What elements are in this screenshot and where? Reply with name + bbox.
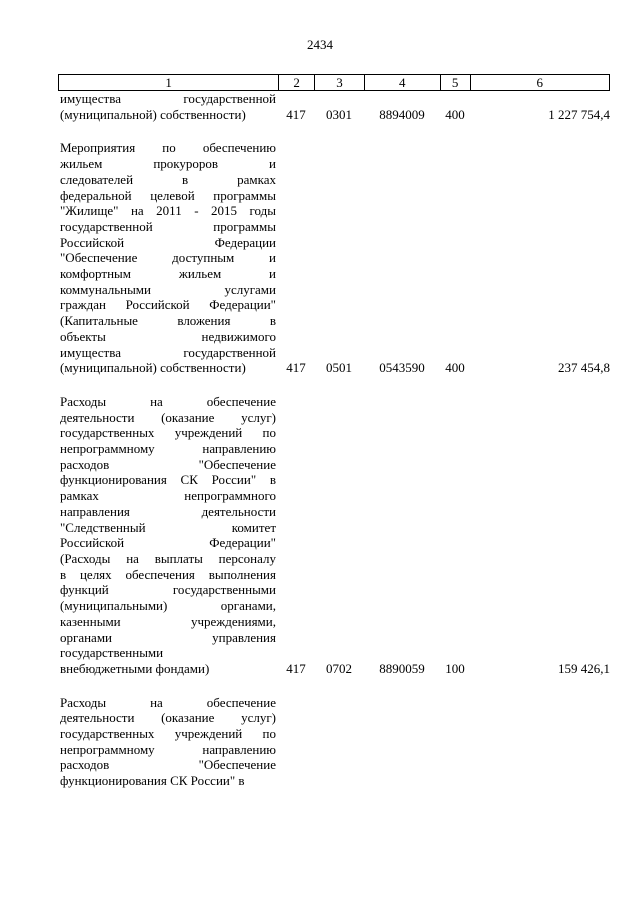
- description-line: государственными: [60, 645, 164, 661]
- row-description: [58, 695, 278, 789]
- table-row: [58, 140, 610, 376]
- header-col-2: 2: [278, 75, 314, 90]
- col-6-value: 159 426,1: [558, 660, 610, 676]
- description-line: граждан Российской Федерации": [60, 297, 276, 313]
- budget-table: [58, 74, 610, 789]
- description-line: расходов "Обеспечение: [60, 456, 276, 472]
- description-line: органами управления: [60, 629, 276, 645]
- col-6-value: 1 227 754,4: [548, 106, 610, 122]
- description-line: имущества государственной: [60, 344, 276, 360]
- description-line: Расходы на обеспечение: [60, 393, 276, 409]
- description-line: комфортным жильем и: [60, 266, 276, 282]
- description-line: Расходы на обеспечение: [60, 694, 276, 710]
- row-gap: [58, 677, 610, 695]
- description-line: "Следственный комитет: [60, 519, 276, 535]
- description-line: (муниципальной) собственности): [60, 106, 246, 122]
- description-line: следователей в рамках: [60, 171, 276, 187]
- description-line: непрограммному направлению: [60, 741, 276, 757]
- description-line: Российской Федерации": [60, 535, 276, 551]
- description-line: функций государственными: [60, 582, 276, 598]
- description-line: Мероприятия по обеспечению: [60, 140, 276, 156]
- table-row: [58, 695, 610, 789]
- description-line: функционирования СК России" в: [60, 472, 276, 488]
- header-col-5: 5: [440, 75, 470, 90]
- header-col-3: 3: [314, 75, 364, 90]
- description-line: Российской Федерации: [60, 234, 276, 250]
- description-line: коммунальными услугами: [60, 281, 276, 297]
- col-2-value: 417: [286, 360, 306, 376]
- table-body: [58, 91, 610, 789]
- col-6-value: 237 454,8: [558, 360, 610, 376]
- description-line: казенными учреждениями,: [60, 613, 276, 629]
- col-5-value: 400: [445, 360, 465, 376]
- table-row: [58, 91, 610, 122]
- description-line: (Капитальные вложения в: [60, 313, 276, 329]
- header-col-1: 1: [165, 75, 172, 90]
- description-line: направления деятельности: [60, 503, 276, 519]
- description-line: непрограммному направлению: [60, 441, 276, 457]
- description-line: деятельности (оказание услуг): [60, 710, 276, 726]
- row-gap: [58, 376, 610, 394]
- description-line: жильем прокуроров и: [60, 156, 276, 172]
- description-line: государственных учреждений по: [60, 726, 276, 742]
- header-col-4: 4: [364, 75, 440, 90]
- row-description: [58, 394, 278, 677]
- col-4-value: 8890059: [379, 660, 425, 676]
- description-line: государственной программы: [60, 218, 276, 234]
- description-line: объекты недвижимого: [60, 328, 276, 344]
- description-line: в целях обеспечения выполнения: [60, 566, 276, 582]
- header-col-6: 6: [470, 75, 609, 90]
- description-line: расходов "Обеспечение: [60, 757, 276, 773]
- description-line: рамках непрограммного: [60, 488, 276, 504]
- description-line: "Обеспечение доступным и: [60, 250, 276, 266]
- page-number: 2434: [307, 37, 333, 52]
- col-3-value: 0501: [326, 360, 352, 376]
- col-4-value: 8894009: [379, 106, 425, 122]
- col-5-value: 100: [445, 660, 465, 676]
- description-line: (Расходы на выплаты персоналу: [60, 550, 276, 566]
- table-header: [58, 74, 610, 91]
- description-line: функционирования СК России" в: [60, 773, 245, 789]
- description-line: (муниципальными) органами,: [60, 598, 276, 614]
- col-5-value: 400: [445, 106, 465, 122]
- table-row: [58, 394, 610, 677]
- row-description: [58, 91, 278, 122]
- description-line: (муниципальной) собственности): [60, 360, 246, 376]
- col-3-value: 0301: [326, 106, 352, 122]
- description-line: государственных учреждений по: [60, 425, 276, 441]
- description-line: внебюджетными фондами): [60, 660, 210, 676]
- col-3-value: 0702: [326, 660, 352, 676]
- col-2-value: 417: [286, 660, 306, 676]
- col-4-value: 0543590: [379, 360, 425, 376]
- description-line: имущества государственной: [60, 91, 276, 106]
- description-line: федеральной целевой программы: [60, 187, 276, 203]
- col-2-value: 417: [286, 106, 306, 122]
- description-line: "Жилище" на 2011 - 2015 годы: [60, 203, 276, 219]
- row-description: [58, 140, 278, 376]
- description-line: деятельности (оказание услуг): [60, 409, 276, 425]
- row-gap: [58, 122, 610, 140]
